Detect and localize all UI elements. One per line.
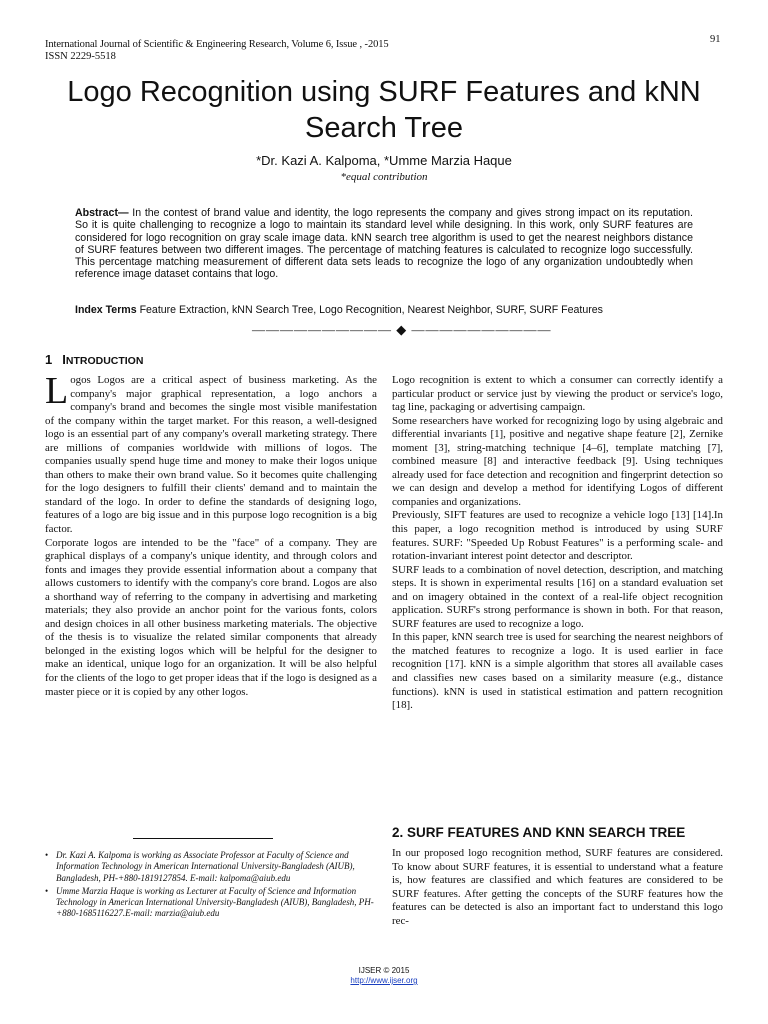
intro-paragraph-1 xyxy=(45,370,377,537)
paper-title: Logo Recognition using SURF Features and kNN Search Tree xyxy=(67,76,701,144)
right-paragraph-4: SURF leads to a combination of novel detection, description, and matching steps. It is shown in experimental results [16] on a standard evaluation set and on imagery obtained in the context of a real-life object recognition application. SURF's strong performance is shown in both. For that reason, SURF features are used to recognize a logo. xyxy=(392,563,723,630)
footnote-rule xyxy=(133,838,273,839)
section-2-paragraph-1: In our proposed logo recognition method, SURF features are considered. To know about SURF features, it is essential to understand what a feature is, how features are classified and which features are considered to be SURF features. After getting the concepts of the SURF features how the features can be detected is also an important fact to understand this logo rec- xyxy=(392,847,723,927)
section-1-heading xyxy=(45,352,143,367)
right-paragraph-3: Previously, SIFT features are used to recognize a vehicle logo [13] [14].In this paper, a logo recognition method is introduced by using SURF features. SURF: "Speeded Up Robust Features" is a performing scale- and rotation-invariant interest point detector and descriptor. xyxy=(392,509,723,563)
page-number: 91 xyxy=(710,34,721,45)
abstract-label: Abstract— xyxy=(75,207,129,219)
footnote-bullet: • xyxy=(45,885,49,896)
abstract-text: In the contest of brand value and identity, the logo represents the company and gives strong impact on its reputation. So it is quite challenging to recognize a logo to maintain its standard level while designing. In this work, only SURF features are considered for logo recognition on gray scale image data. kNN search tree algorithm is used to get the nearest neighbors distance of SURF features between two different images. The percentage of matching features is calculated to recognize logo successfully. This percentage matching measurement of different data sets leads to recognize the logo of any organization undoubtedly when reference image dataset contains that logo. xyxy=(75,207,693,281)
right-paragraph-1: Logo recognition is extent to which a consumer can correctly identify a particular product or service just by viewing the product or service's logo, tag line, packaging or advertising campaign. xyxy=(392,374,723,414)
right-paragraph-2: Some researchers have worked for recognizing logo by using algebraic and differential invariants [1], positive and negative shape feature [2], Zernike moment [3], string-matching technique [4–6], template matching [7], combined measure [8] and interactive feedback [9]. Using techniques already used for face detection and recognition and fingerprint detection so we can design and develop a method for identifying Logos of different companies and organizations. xyxy=(392,414,723,508)
contribution-note: *equal contribution xyxy=(340,171,428,183)
section-1-title-initial: I xyxy=(62,352,66,367)
section-1-number: 1 xyxy=(45,352,53,367)
footnote-text: Umme Marzia Haque is working as Lecturer at Faculty of Science and Information Technology in American International University-Bangladesh (AIUB), Bangladesh, PH-+880-1685116227.E-mail: marzia@aiub.edu xyxy=(56,885,374,919)
footer-copyright: IJSER © 2015 xyxy=(358,966,410,975)
intro-paragraph-2: Corporate logos are intended to be the "face" of a company. They are graphical displays of a company's unique identity, and through colors and fonts and images they provide essential information about a company that allows customers to identify with the company's core brand. Logos are also a shorthand way of referring to the company in advertising and marketing materials; they also provide an anchor point for the various fonts, colors and design choices in all other business marketing materials. The objective of the thesis is to visualize the related similar components that already belonged in the existing logos which will be helpful for the designer to make an identical, unique logo for an organization. It will be also helpful for the clients of the logo to get proper ideas that if the logo is designed as a master piece or it is copied by any other logos. xyxy=(45,536,377,698)
journal-header: International Journal of Scientific & Engineering Research, Volume 6, Issue , -2015 xyxy=(45,39,389,50)
intro-paragraph-1-text: ogos Logos are a critical aspect of business marketing. As the company's major graphical representation, a logo anchors a company's brand and becomes the single most visible manifestation of the company within the target market. For this reason, a well-designed logo is an essential part of any company's overall marketing strategy. There are millions of companies worldwide with millions of logos. The companies usually spend huge time and money to make their logos unique than others to make their own brand value. So it becomes quite challenging for the logo designers to fulfill their clients' demand and to maintain the standard of the logo. In order to define the standards of designing logo, features of a logo are big issue and in this purpose logo recognition is a big factor. xyxy=(45,374,377,536)
footnote-item xyxy=(45,886,375,920)
authors: *Dr. Kazi A. Kalpoma, *Umme Marzia Haque xyxy=(256,153,512,168)
drop-cap: L xyxy=(45,370,69,412)
index-terms-text: Feature Extraction, kNN Search Tree, Logo Recognition, Nearest Neighbor, SURF, SURF Features xyxy=(136,304,603,316)
footnotes xyxy=(45,850,375,922)
section-2-body xyxy=(392,847,723,928)
abstract xyxy=(75,207,693,281)
footnote-text: Dr. Kazi A. Kalpoma is working as Associate Professor at Faculty of Science and Information Technology in American International University-Bangladesh (AIUB), Bangladesh, PH-+880-1819127854. E-mail: kalpoma@aiub.edu xyxy=(56,850,355,883)
section-2-heading: 2. SURF FEATURES AND KNN SEARCH TREE xyxy=(392,825,686,840)
index-terms xyxy=(75,304,693,316)
left-column xyxy=(45,370,377,699)
section-1-title-rest: NTRODUCTION xyxy=(65,355,144,367)
footer-link[interactable]: http://www.ijser.org xyxy=(350,976,418,985)
footnote-bullet: • xyxy=(45,850,49,860)
right-paragraph-5: In this paper, kNN search tree is used for searching the nearest neighbors of the matched features to recognize a logo. It is used earlier in face recognition [17]. kNN is a simple algorithm that stores all available cases and classifies new cases based on a similarity measure (e.g., distance functions). kNN is used in statistical estimation and pattern recognition [18]. xyxy=(392,631,723,712)
section-divider: —————————— ◆ —————————— xyxy=(252,322,552,337)
index-terms-label: Index Terms xyxy=(75,304,137,316)
footnote-item xyxy=(45,850,375,884)
right-column xyxy=(392,374,723,713)
issn-header: ISSN 2229-5518 xyxy=(45,51,116,62)
